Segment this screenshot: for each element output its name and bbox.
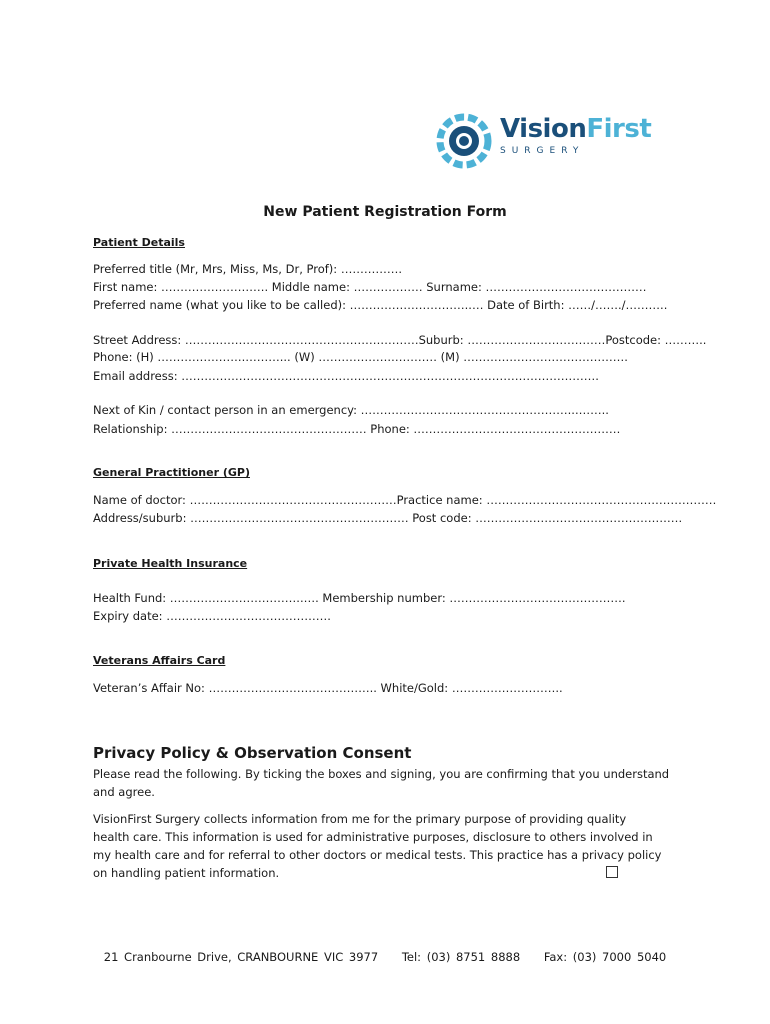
footer-tel: Tel: (03) 8751 8888 [401,950,521,964]
insurance-heading: Private Health Insurance [93,557,248,570]
relationship-phone-fields[interactable]: Relationship: …………………………………………… Phone: ……………………………………………… [93,422,621,436]
next-of-kin-field[interactable]: Next of Kin / contact person in an emergency: ………………………………………………...…….. [93,403,609,417]
patient-details-heading: Patient Details [93,236,185,249]
veterans-fields[interactable]: Veteran’s Affair No: …………………………………….. White/Gold: ……………………….. [93,681,563,695]
privacy-statement: VisionFirst Surgery collects information from me for the primary purpose of providing quality health care. This information is used for administrative purposes, disclosure to others involved in my health care and for referral to other doctors or medical tests. This practice has a privacy policy on handling patient information. [93,812,662,880]
veterans-heading: Veterans Affairs Card [93,654,226,667]
logo-subtitle: SURGERY [500,146,585,156]
gp-heading: General Practitioner (GP) [93,466,250,479]
gp-address-fields[interactable]: Address/suburb: ………………………………………………… Post code: ……………………………………………… [93,511,683,525]
email-field[interactable]: Email address: ………………………………………………………………………………………………. [93,369,599,383]
address-fields[interactable]: Street Address: …………………………………………….………Suburb: ………………………………Postcode: ……….. [93,333,707,347]
preferred-name-dob-fields[interactable]: Preferred name (what you like to be called): …………………………..… Date of Birth: ……/……./……….. [93,298,668,312]
footer-fax: Fax: (03) 7000 5040 [543,950,667,964]
logo-wordmark: VisionFirst [500,114,652,144]
visionfirst-logo [434,112,652,170]
name-fields[interactable]: First name: ………………………. Middle name: ……………… Surname: …………………………………… [93,280,647,294]
privacy-intro: Please read the following. By ticking the boxes and signing, you are confirming that you understand and agree. [93,767,670,799]
preferred-title-field[interactable]: Preferred title (Mr, Mrs, Miss, Ms, Dr, Prof): ……………. [93,262,402,276]
footer-address: 21 Cranbourne Drive, CRANBOURNE VIC 3977 [103,950,379,964]
privacy-heading: Privacy Policy & Observation Consent [93,744,412,762]
expiry-date-field[interactable]: Expiry date: ……………………………………. [93,609,331,623]
footer [0,950,770,964]
form-title: New Patient Registration Form [263,204,507,220]
eye-logo-icon [434,112,494,170]
phone-fields[interactable]: Phone: (H) …………………..………... (W) ……………….………… (M) ……………………………………. [93,350,628,364]
consent-checkbox[interactable] [606,866,618,878]
doctor-practice-fields[interactable]: Name of doctor: ………………………………………………Practice name: …………………………………………………… [93,493,717,507]
health-fund-fields[interactable]: Health Fund: ……………………………..…. Membership number: ………………………………………. [93,591,626,605]
